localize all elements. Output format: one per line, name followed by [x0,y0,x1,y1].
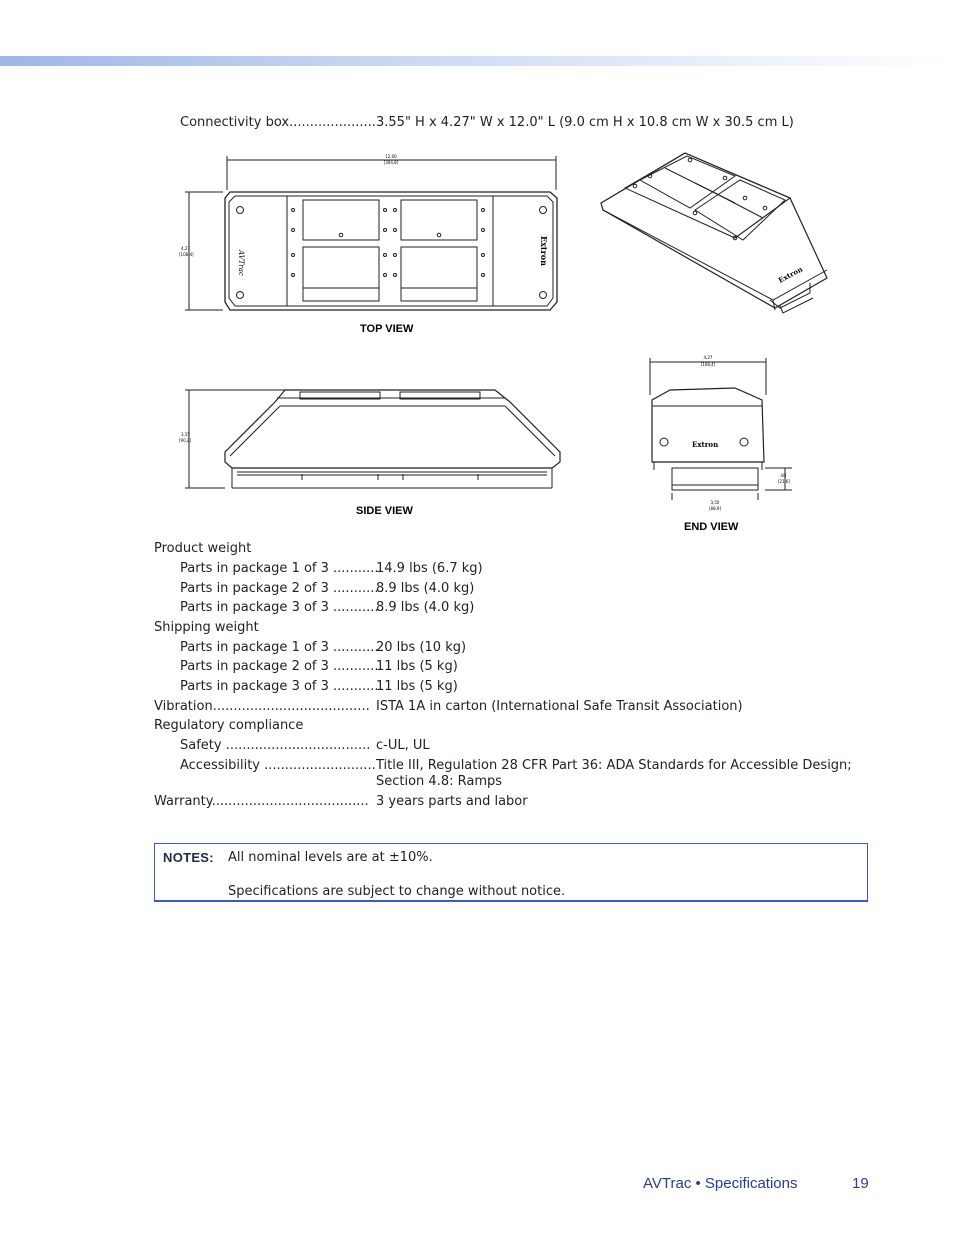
brand-logo-top: Extron [539,236,549,266]
header-gradient-bar [0,56,954,66]
footer-title: AVTrac • Specifications [643,1175,798,1192]
brand-logo-end: Extron [692,440,719,449]
spec-label-accessibility: Accessibility ........................... [180,758,376,773]
spec-value-vibration: ISTA 1A in carton (International Safe Transit Association) [376,699,743,714]
spec-label-safety: Safety ................................... [180,738,371,753]
spec-value-warranty: 3 years parts and labor [376,794,528,809]
side-view-drawing [175,380,570,495]
dim-foot-width-mm: [88,9] [708,506,722,511]
page-number: 19 [852,1175,869,1192]
spec-value-sw1: 20 lbs (10 kg) [376,640,467,655]
dim-end-width-mm: [108,4] [700,362,716,367]
spec-value-accessibility-1: Title III, Regulation 28 CFR Part 36: ADA Standards for Accessible Design; [376,758,852,773]
dim-foot-height-mm: [21,6] [778,479,791,484]
dim-end-width-label: 4,27 [703,355,713,360]
dim-width-mm: [108,4] [179,252,194,257]
spec-label-vibration: Vibration...................................... [154,699,370,714]
isometric-drawing [595,148,835,318]
spec-value-safety: c-UL, UL [376,738,430,753]
spec-value-pw3: 8.9 lbs (4.0 kg) [376,600,475,615]
dim-foot-width-label: 3,50 [710,500,720,505]
dim-height-mm: [90,2] [179,438,192,443]
dim-length-mm: [304,8] [383,160,399,165]
dim-foot-height-label: .85 [780,473,787,478]
model-label: AVTrac [237,250,245,276]
spec-label-pw1: Parts in package 1 of 3 ........... [180,561,379,576]
spec-label-sw2: Parts in package 2 of 3 ........... [180,659,379,674]
brand-logo-iso: Extron [776,264,805,285]
spec-value-sw3: 11 lbs (5 kg) [376,679,458,694]
end-view-drawing [640,350,800,515]
spec-value-accessibility-2: Section 4.8: Ramps [376,774,503,789]
top-view-caption: TOP VIEW [360,323,414,335]
heading-product-weight: Product weight [154,541,252,556]
spec-label-pw3: Parts in package 3 of 3 ........... [180,600,379,615]
spec-label-connectivity: Connectivity box..................... [180,115,376,130]
dim-width-label: 4,27 [181,246,190,251]
spec-label-sw3: Parts in package 3 of 3 ........... [180,679,379,694]
end-view-caption: END VIEW [684,521,739,533]
spec-label-warranty: Warranty...................................... [154,794,369,809]
spec-label-pw2: Parts in package 2 of 3 ........... [180,581,379,596]
spec-label-sw1: Parts in package 1 of 3 ........... [180,640,379,655]
notes-heading: NOTES: [163,850,214,865]
top-view-drawing [175,150,570,320]
spec-value-pw1: 14.9 lbs (6.7 kg) [376,561,483,576]
dim-height-label: 3,55 [181,432,190,437]
spec-value-pw2: 8.9 lbs (4.0 kg) [376,581,475,596]
dim-length-label: 12,00 [385,154,397,159]
spec-value-sw2: 11 lbs (5 kg) [376,659,458,674]
side-view-caption: SIDE VIEW [356,505,413,517]
heading-shipping-weight: Shipping weight [154,620,259,635]
spec-value-connectivity: 3.55" H x 4.27" W x 12.0" L (9.0 cm H x 10.8 cm W x 30.5 cm L) [376,115,794,130]
heading-regulatory: Regulatory compliance [154,718,304,733]
note-line-2: Specifications are subject to change without notice. [228,884,566,899]
notes-box [154,843,868,902]
note-line-1: All nominal levels are at ±10%. [228,850,433,865]
